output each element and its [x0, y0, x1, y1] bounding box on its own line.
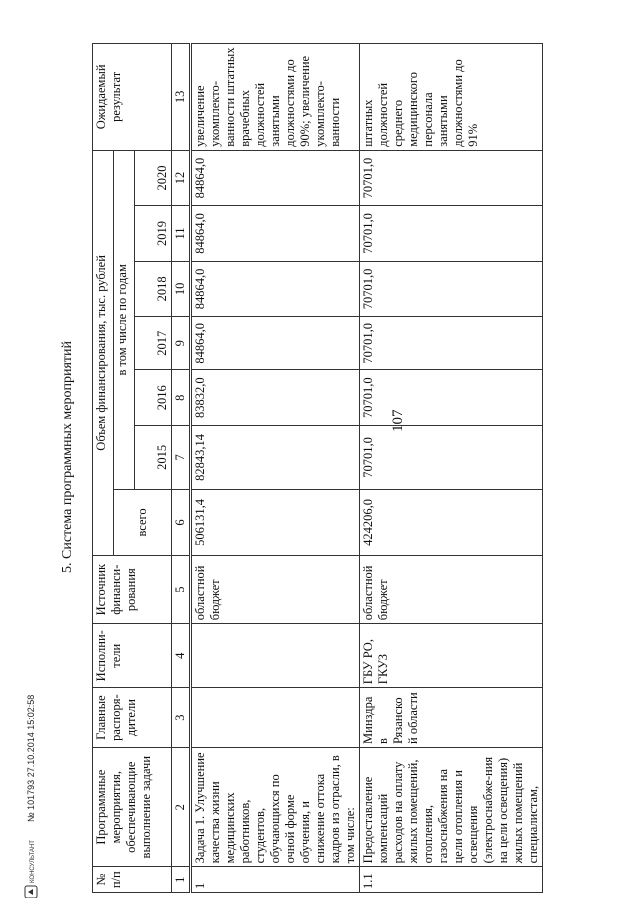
column-index: 7 — [172, 425, 191, 489]
column-index: 2 — [172, 747, 191, 866]
section-title: 5. Система программных мероприятий — [60, 340, 75, 573]
row-year-value: 82843,14 — [191, 425, 360, 489]
document-stamp — [24, 598, 38, 898]
row-year-value: 84864,0 — [191, 261, 360, 316]
header-year: 2018 — [135, 261, 172, 316]
row-year-value: 70701,0 — [360, 206, 543, 261]
header-year: 2019 — [135, 206, 172, 261]
row-total: 506131,4 — [191, 489, 360, 555]
header-year: 2016 — [135, 370, 172, 425]
page-number: 107 — [390, 409, 406, 432]
measures-table — [92, 43, 543, 893]
column-index: 9 — [172, 317, 191, 370]
header-year: 2020 — [135, 150, 172, 205]
column-index: 8 — [172, 370, 191, 425]
column-index: 12 — [172, 150, 191, 205]
header-managers: Главные распоря-дители — [93, 688, 172, 748]
row-year-value: 83832,0 — [191, 370, 360, 425]
row-executor: ГБУ РО, ГКУЗ — [360, 624, 543, 688]
header-by-years: в том числе по годам — [114, 150, 135, 489]
row-year-value: 84864,0 — [191, 150, 360, 205]
row-year-value: 70701,0 — [360, 425, 543, 489]
row-year-value: 84864,0 — [191, 206, 360, 261]
row-measure: Задача 1. Улучшение качества жизни медицинских работников, студентов, обучающихся по очной форме обучения, и снижение оттока кадров из отрасли, в том числе: — [191, 747, 360, 866]
header-total: всего — [114, 489, 172, 555]
header-num: № п/п — [93, 867, 172, 893]
column-index: 11 — [172, 206, 191, 261]
header-source: Источник финанси-рования — [93, 556, 172, 624]
row-year-value: 84864,0 — [191, 317, 360, 370]
table-row — [191, 44, 360, 893]
column-index: 5 — [172, 556, 191, 624]
header-measures: Программные мероприятия, обеспечивающие выполнение задачи — [93, 747, 172, 866]
header-year: 2017 — [135, 317, 172, 370]
column-index: 13 — [172, 44, 191, 151]
row-manager: Минздрав Рязанской области — [360, 688, 543, 748]
row-year-value: 70701,0 — [360, 150, 543, 205]
header-year: 2015 — [135, 425, 172, 489]
column-index: 6 — [172, 489, 191, 555]
row-executor — [191, 624, 360, 688]
header-result: Ожидаемый результат — [93, 44, 172, 151]
row-manager — [191, 688, 360, 748]
row-year-value: 70701,0 — [360, 261, 543, 316]
rotated-table-container — [92, 43, 612, 893]
row-result: увеличение укомплекто-ванности штатных врачебных должностей занятыми должностями до 90%; увеличение укомплекто-ванности — [191, 44, 360, 151]
stamp-text: № 101793 27.10.2014 15:02:58 — [26, 694, 36, 822]
header-funding: Объем финансирования, тыс. рублей — [93, 150, 114, 555]
column-index: 10 — [172, 261, 191, 316]
row-num: 1.1 — [360, 867, 543, 893]
column-index: 1 — [172, 867, 191, 893]
column-index: 3 — [172, 688, 191, 748]
logo-label: КОНСУЛЬТАНТ — [30, 840, 36, 883]
row-year-value: 70701,0 — [360, 370, 543, 425]
row-source: областной бюджет — [360, 556, 543, 624]
row-source: областной бюджет — [191, 556, 360, 624]
row-measure: Предоставление компенсаций расходов на оплату жилых помещений, отопления, газоснабжения на цели отопления и освещения (электроснабже-ния на цели освещения) жилых помещений специалистам, — [360, 747, 543, 866]
table-row — [360, 44, 543, 893]
column-index-row — [172, 44, 191, 893]
row-year-value: 70701,0 — [360, 317, 543, 370]
row-num: 1 — [191, 867, 360, 893]
header-executors: Исполни-тели — [93, 624, 172, 688]
column-index: 4 — [172, 624, 191, 688]
row-total: 424206,0 — [360, 489, 543, 555]
row-result: штатных должностей среднего медицинского персонала занятыми должностями до 91% — [360, 44, 543, 151]
consultant-logo-icon — [24, 828, 38, 898]
